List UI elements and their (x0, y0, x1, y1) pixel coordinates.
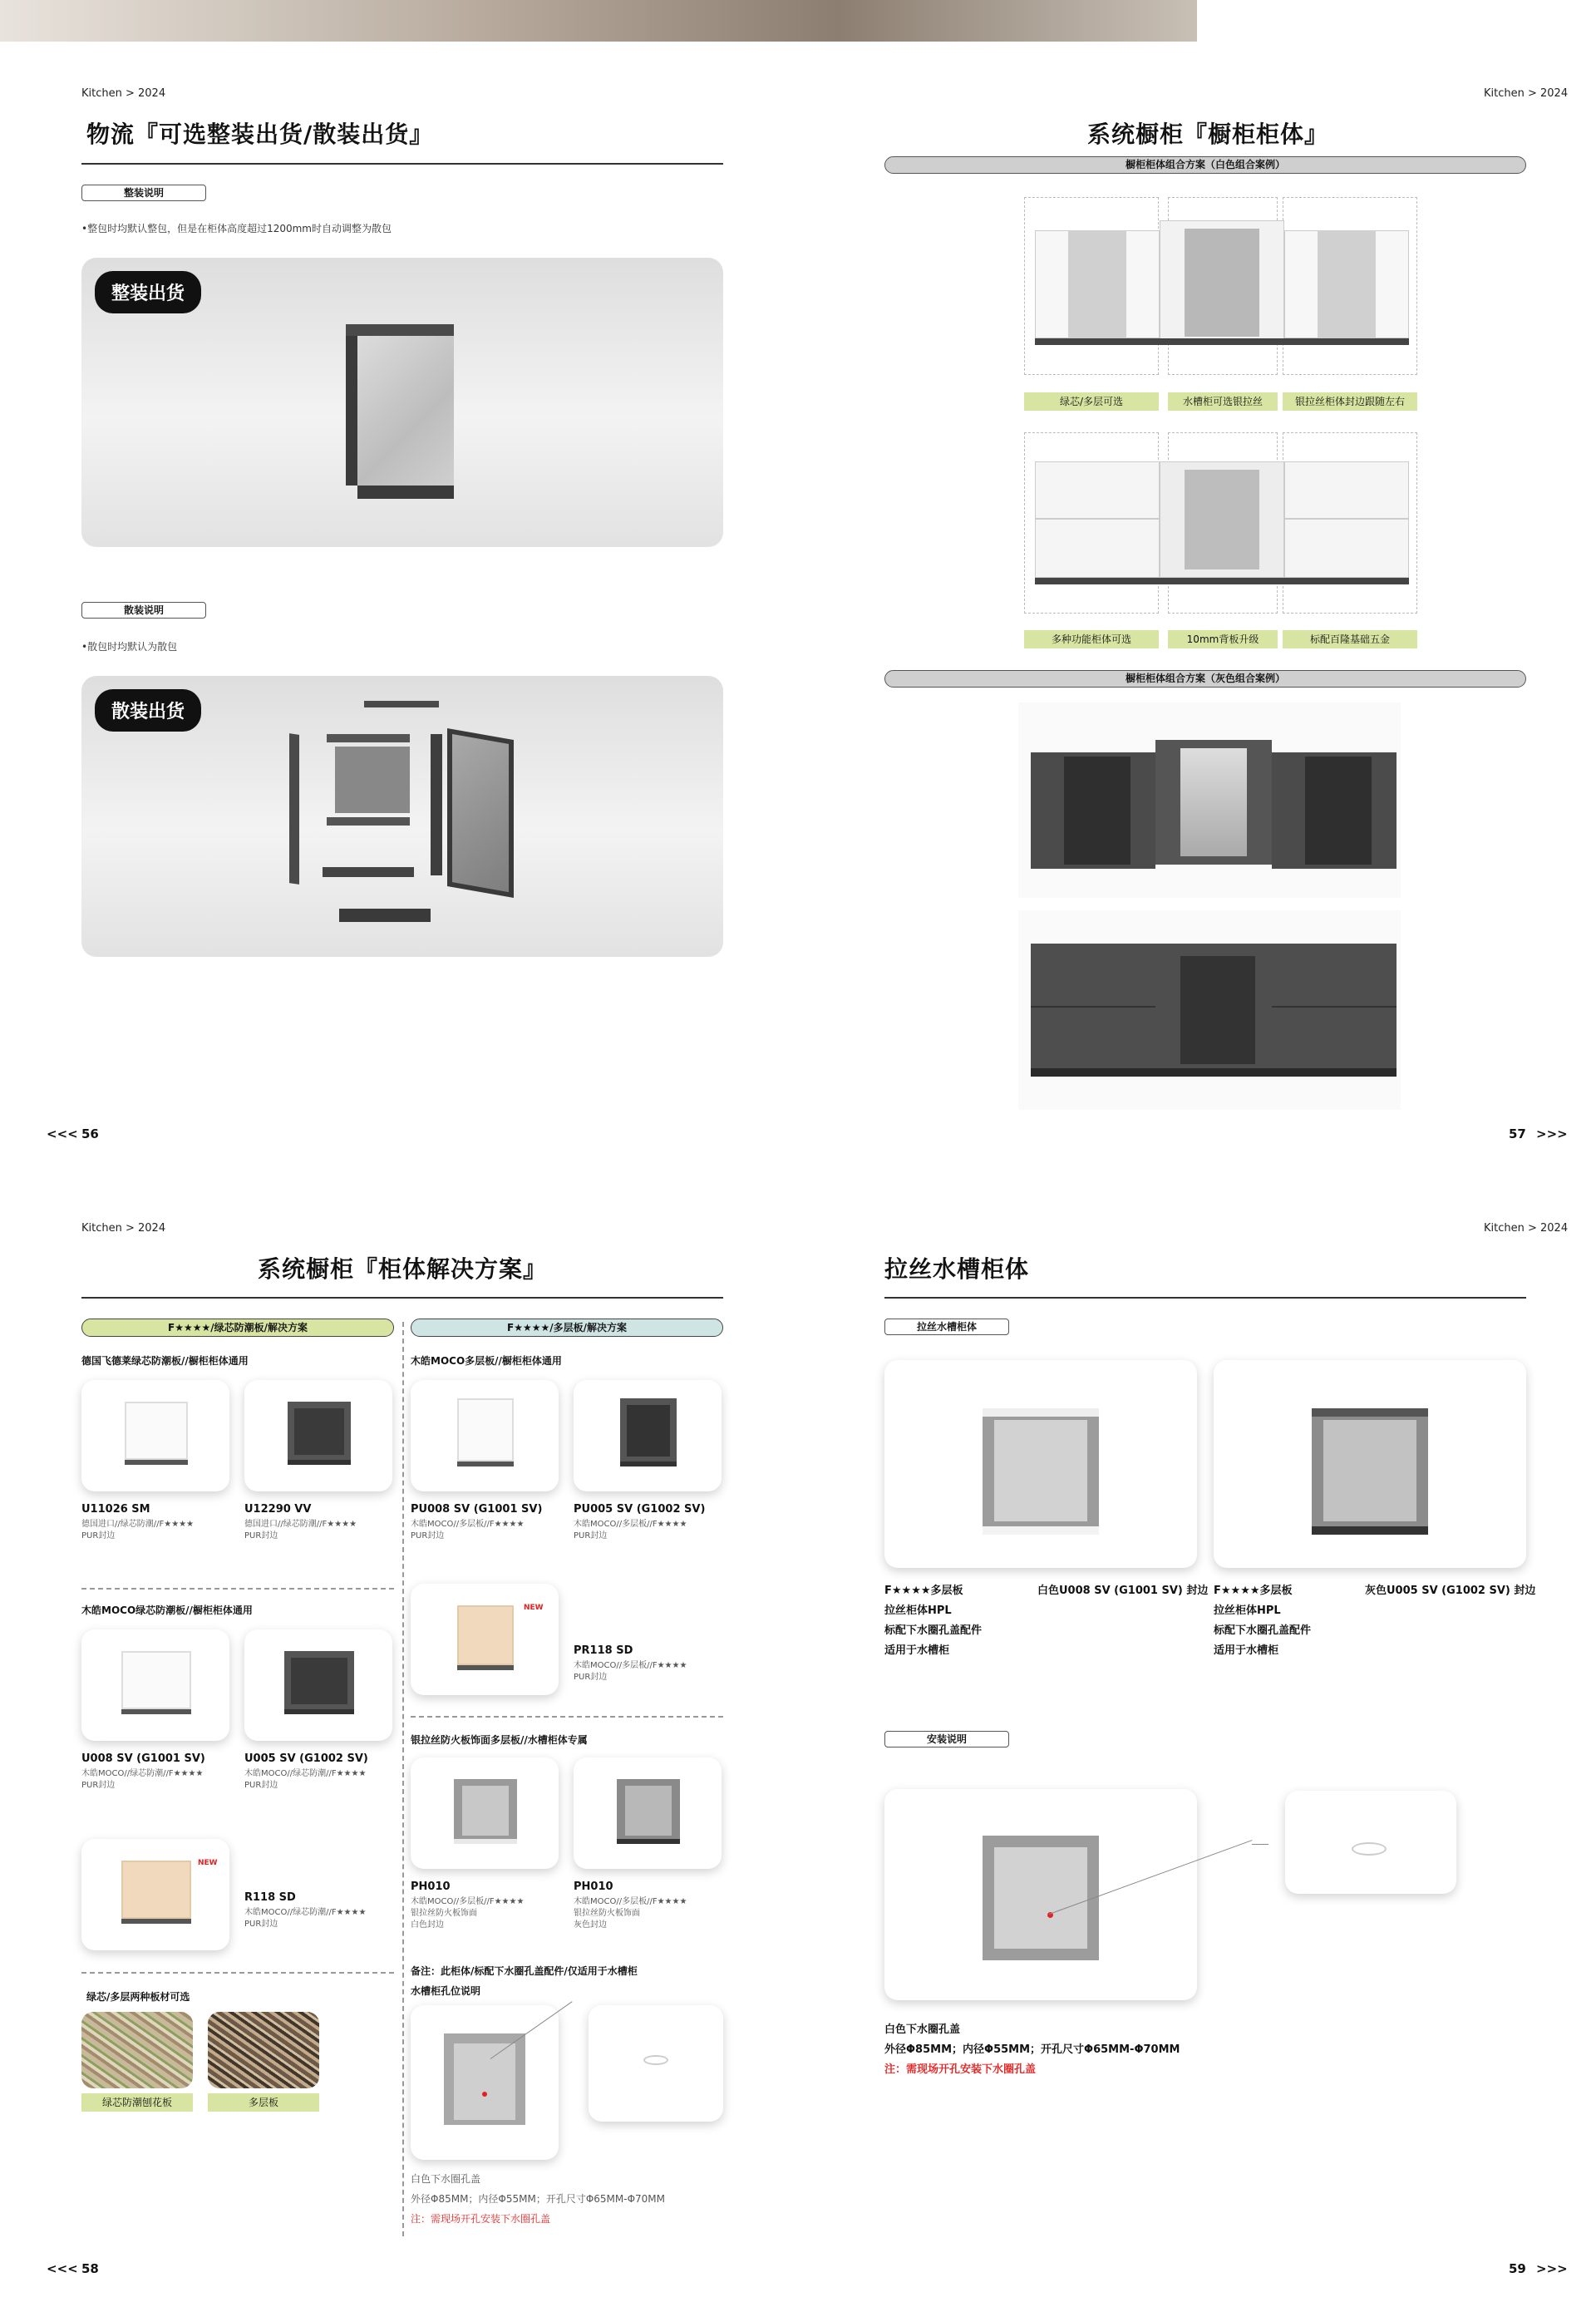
page59-label2: 安装说明 (884, 1731, 1009, 1747)
grey-combo-bar: 橱柜柜体组合方案（灰色组合案例） (884, 670, 1526, 688)
desc-pr118-1: 木皓MOCO//多层板//F★★★★ (574, 1661, 687, 1670)
page59-spec1: 白色下水圈孔盖 (884, 2023, 961, 2036)
page59-spec3: 注：需现场开孔安装下水圈孔盖 (884, 2063, 1037, 2076)
col1-sub1: 德国飞德莱绿芯防潮板//橱柜柜体通用 (81, 1355, 249, 1367)
page58-title: 系统橱柜『柜体解决方案』 (258, 1255, 548, 1283)
page57-next-arrow[interactable]: >>> (1536, 1126, 1568, 1141)
desc-ph010-grey-2: 银拉丝防火板饰面 (574, 1909, 640, 1918)
column-divider (402, 1322, 404, 2236)
right-spec-2: 拉丝柜体HPL (1214, 1604, 1281, 1617)
col2-divider-1 (411, 1716, 723, 1718)
col2-note1: 备注：此柜体/标配下水圈孔盖配件/仅适用于水槽柜 (411, 1965, 638, 1977)
code-u008: U008 SV (G1001 SV) (81, 1752, 205, 1765)
code-ph010-grey: PH010 (574, 1881, 613, 1893)
left-spec-4: 适用于水槽柜 (884, 1644, 950, 1657)
page56-title-rule (81, 163, 723, 165)
code-r118: R118 SD (244, 1891, 296, 1904)
install-detail-card (1285, 1791, 1456, 1894)
col1-divider-2 (81, 1972, 394, 1974)
product-card-ph010-grey[interactable] (574, 1757, 722, 1869)
page59-label1: 拉丝水槽柜体 (884, 1319, 1009, 1335)
col1-sub2: 木皓MOCO绿芯防潮板//橱柜柜体通用 (81, 1604, 253, 1616)
section2-label: 散装说明 (81, 602, 206, 619)
desc-r118-1: 木皓MOCO//绿芯防潮//F★★★★ (244, 1908, 367, 1917)
left-edge-note: 白色U008 SV (G1001 SV) 封边 (1037, 1585, 1209, 1597)
code-pu005: PU005 SV (G1002 SV) (574, 1503, 706, 1516)
product-card-ph010-white[interactable] (411, 1757, 559, 1869)
desc-ph010-grey-1: 木皓MOCO//多层板//F★★★★ (574, 1897, 687, 1906)
section2-note: •散包时均默认为散包 (81, 641, 178, 653)
new-badge: NEW (524, 1604, 544, 1612)
tag-core-choice: 绿芯/多层可选 (1024, 392, 1159, 411)
desc-ph010-white-1: 木皓MOCO//多层板//F★★★★ (411, 1897, 525, 1906)
tag-back-panel: 10mm背板升级 (1168, 630, 1278, 648)
left-spec-list (884, 1581, 1034, 1661)
code-u11026: U11026 SM (81, 1503, 150, 1516)
page57-number: 57 (1509, 1126, 1526, 1141)
code-pr118: PR118 SD (574, 1644, 633, 1657)
col2-spec1: 白色下水圈孔盖 (411, 2173, 481, 2185)
right-spec-1: F★★★★多层板 (1214, 1585, 1293, 1597)
col2-spec3: 注：需现场开孔安装下水圈孔盖 (411, 2213, 551, 2225)
col2-head: F★★★★/多层板/解决方案 (411, 1319, 723, 1337)
desc-u005-2: PUR封边 (244, 1781, 278, 1790)
flatpack-parts-illustration (289, 701, 539, 934)
desc-pu005-1: 木皓MOCO//多层板//F★★★★ (574, 1520, 687, 1529)
page58-title-rule (81, 1297, 723, 1299)
white-cabinet-row-2-illustration (1035, 453, 1409, 594)
tag-sink-silver: 水槽柜可选银拉丝 (1168, 392, 1278, 411)
product-card-pr118[interactable] (411, 1584, 559, 1695)
page58-prev-arrow[interactable]: <<< (47, 2261, 78, 2276)
page58-number: 58 (81, 2261, 99, 2276)
desc-u008-2: PUR封边 (81, 1781, 116, 1790)
flatpack-cabinet-photo (81, 676, 723, 957)
left-spec-1: F★★★★多层板 (884, 1585, 963, 1597)
product-card-r118[interactable] (81, 1839, 229, 1950)
page59-number: 59 (1509, 2261, 1526, 2276)
col2-note2: 水槽柜孔位说明 (411, 1985, 481, 1997)
left-spec-2: 拉丝柜体HPL (884, 1604, 952, 1617)
page59-spec2: 外径Φ85MM；内径Φ55MM；开孔尺寸Φ65MM-Φ70MM (884, 2043, 1180, 2056)
product-card-pu008[interactable] (411, 1380, 559, 1491)
page57-title: 系统橱柜『橱柜柜体』 (1087, 121, 1329, 148)
col2-sub1: 木皓MOCO多层板//橱柜柜体通用 (411, 1355, 562, 1367)
right-spec-list (1214, 1581, 1363, 1661)
desc-u11026-2: PUR封边 (81, 1531, 116, 1540)
desc-ph010-grey-3: 灰色封边 (574, 1920, 607, 1930)
code-u005: U005 SV (G1002 SV) (244, 1752, 368, 1765)
col2-spec2: 外径Φ85MM；内径Φ55MM；开孔尺寸Φ65MM-Φ70MM (411, 2193, 666, 2205)
code-pu008: PU008 SV (G1001 SV) (411, 1503, 543, 1516)
product-card-u005[interactable] (244, 1629, 392, 1741)
desc-u005-1: 木皓MOCO//绿芯防潮//F★★★★ (244, 1769, 367, 1778)
desc-u12290-2: PUR封边 (244, 1531, 278, 1540)
white-combo-bar: 橱柜柜体组合方案（白色组合案例） (884, 156, 1526, 174)
col1-head: F★★★★/绿芯防潮板/解决方案 (81, 1319, 394, 1337)
code-ph010-white: PH010 (411, 1881, 451, 1893)
desc-u008-1: 木皓MOCO//绿芯防潮//F★★★★ (81, 1769, 204, 1778)
right-spec-3: 标配下水圈孔盖配件 (1214, 1624, 1312, 1637)
product-card-pu005[interactable] (574, 1380, 722, 1491)
board-tag-greencore: 绿芯防潮刨花板 (81, 2093, 193, 2112)
assembled-cabinet-photo (81, 258, 723, 547)
assembled-cabinet-illustration (346, 324, 454, 499)
product-card-u008[interactable] (81, 1629, 229, 1741)
desc-ph010-white-2: 银拉丝防火板饰面 (411, 1909, 477, 1918)
page59-next-arrow[interactable]: >>> (1536, 2261, 1568, 2276)
page58-kicker: Kitchen > 2024 (81, 1222, 166, 1235)
desc-u12290-1: 德国进口//绿芯防潮//F★★★★ (244, 1520, 357, 1529)
right-spec-4: 适用于水槽柜 (1214, 1644, 1279, 1657)
col2-sub2: 银拉丝防火板饰面多层板//水槽柜体专属 (411, 1734, 588, 1746)
col1-sub3: 绿芯/多层两种板材可选 (86, 1991, 190, 2003)
new-badge: NEW (198, 1859, 218, 1867)
desc-pu008-1: 木皓MOCO//多层板//F★★★★ (411, 1520, 525, 1529)
page56-kicker: Kitchen > 2024 (81, 87, 166, 100)
page56-number: 56 (81, 1126, 99, 1141)
product-card-u12290[interactable] (244, 1380, 392, 1491)
desc-ph010-white-3: 白色封边 (411, 1920, 444, 1930)
page56-prev-arrow[interactable]: <<< (47, 1126, 78, 1141)
sink-hole-detail-card (589, 2005, 723, 2122)
greencore-board-sample (81, 2012, 193, 2088)
desc-pr118-2: PUR封边 (574, 1673, 608, 1682)
plywood-board-sample (208, 2012, 319, 2088)
desc-pu008-2: PUR封边 (411, 1531, 445, 1540)
top-banner-image (0, 0, 1197, 42)
col1-divider-1 (81, 1588, 394, 1590)
sink-hole-card (411, 2005, 559, 2160)
sink-cabinet-white-card[interactable] (884, 1360, 1197, 1568)
tag-multi-function: 多种功能柜体可选 (1024, 630, 1159, 648)
sink-cabinet-grey-card[interactable] (1214, 1360, 1526, 1568)
section1-label: 整装说明 (81, 185, 206, 201)
install-pointer-line-2 (1252, 1844, 1268, 1845)
desc-r118-2: PUR封边 (244, 1920, 278, 1929)
board-tag-plywood: 多层板 (208, 2093, 319, 2112)
grey-cabinet-closed-illustration (1018, 910, 1401, 1110)
desc-pu005-2: PUR封边 (574, 1531, 608, 1540)
tag-hardware: 标配百隆基础五金 (1283, 630, 1417, 648)
code-u12290: U12290 VV (244, 1503, 312, 1516)
install-cabinet-card (884, 1789, 1197, 2000)
grey-cabinet-open-illustration (1018, 702, 1401, 898)
page59-title: 拉丝水槽柜体 (884, 1255, 1030, 1283)
flatpack-tag: 散装出货 (95, 689, 201, 732)
section1-note: •整包时均默认整包，但是在柜体高度超过1200mm时自动调整为散包 (81, 223, 392, 234)
right-edge-note: 灰色U005 SV (G1002 SV) 封边 (1365, 1585, 1536, 1597)
left-spec-3: 标配下水圈孔盖配件 (884, 1624, 983, 1637)
product-card-u11026[interactable] (81, 1380, 229, 1491)
page59-title-rule (884, 1297, 1526, 1299)
page59-kicker: Kitchen > 2024 (1484, 1222, 1569, 1235)
white-cabinet-row-1-illustration (1035, 220, 1409, 349)
desc-u11026-1: 德国进口//绿芯防潮//F★★★★ (81, 1520, 195, 1529)
assembled-tag: 整装出货 (95, 271, 201, 313)
page56-title: 物流『可选整装出货/散装出货』 (86, 121, 434, 148)
page57-kicker: Kitchen > 2024 (1484, 87, 1569, 100)
tag-edge-follow: 银拉丝柜体封边跟随左右 (1283, 392, 1417, 411)
